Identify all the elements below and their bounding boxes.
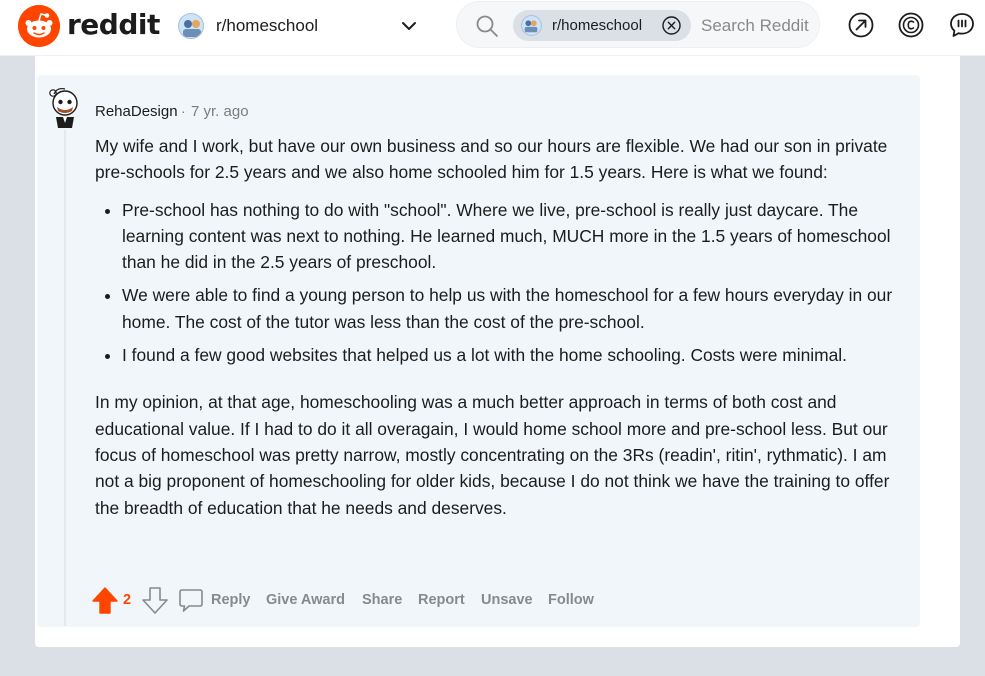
list-item: • We were able to find a young person to help us with the homeschool for a few hours everyday in our home. The cost of the tutor was less than the cost of the pre-school.	[122, 282, 905, 335]
thread-line[interactable]	[64, 130, 66, 626]
search-community-chip	[513, 10, 691, 41]
comment-action-bar	[90, 585, 690, 615]
comment-paragraph: My wife and I work, but have our own business and so our hours are flexible. We had our son in private pre-schools for 2.5 years and we also home schooled him for 1.5 years. Here is what we found:	[95, 136, 888, 183]
vote-score: 2	[123, 592, 132, 608]
give-award-button[interactable]: Give Award	[266, 592, 345, 608]
user-avatar[interactable]	[45, 83, 85, 129]
downvote-icon[interactable]	[142, 587, 168, 614]
reddit-logo-icon[interactable]	[18, 5, 60, 47]
community-selector[interactable]	[170, 4, 432, 48]
reply-button[interactable]: Reply	[211, 592, 251, 608]
community-name: r/homeschool	[216, 16, 319, 35]
share-button[interactable]: Share	[362, 592, 403, 608]
community-avatar	[521, 15, 542, 36]
search-bar[interactable]	[456, 1, 820, 48]
popular-icon[interactable]	[847, 11, 875, 39]
top-bar	[0, 0, 985, 56]
comment-body	[95, 133, 905, 521]
community-avatar	[178, 13, 204, 39]
search-input[interactable]	[701, 14, 811, 38]
chat-icon[interactable]	[948, 11, 976, 39]
search-icon	[475, 14, 499, 38]
upvote-icon[interactable]	[92, 587, 118, 614]
unsave-button[interactable]: Unsave	[481, 592, 533, 608]
coins-icon[interactable]	[897, 11, 925, 39]
meta-separator: ·	[181, 103, 186, 119]
report-button[interactable]: Report	[418, 592, 465, 608]
list-item: • I found a few good websites that helped us a lot with the home schooling. Costs were minimal.	[122, 342, 905, 368]
chevron-down-icon	[400, 17, 418, 35]
comment-bullet-list	[95, 197, 905, 369]
reddit-wordmark[interactable]: reddit	[67, 8, 160, 41]
search-chip-label: r/homeschool	[552, 17, 643, 34]
comment-paragraph: In my opinion, at that age, homeschooling was a much better approach in terms of both cost and educational value. If I had to do it all overagain, I would home school more and pre-school less. But our focus of homeschool was pretty narrow, mostly concentrating on the 3Rs (readin', ritin', rythmatic). I am not a big proponent of homeschooling for older kids, because I do not think we have the training to offer the breadth of education that he needs and deserves.	[95, 392, 890, 518]
list-item: • Pre-school has nothing to do with "school". Where we live, pre-school is really just daycare. The learning content was next to nothing. He learned much, MUCH more in the 1.5 years of homeschool than he did in the 2.5 years of preschool.	[122, 197, 905, 276]
comment-icon[interactable]	[178, 587, 204, 613]
comment-timestamp[interactable]: 7 yr. ago	[191, 103, 249, 120]
follow-button[interactable]: Follow	[548, 592, 594, 608]
close-icon[interactable]	[661, 15, 682, 36]
comment-author[interactable]: RehaDesign	[95, 103, 178, 120]
